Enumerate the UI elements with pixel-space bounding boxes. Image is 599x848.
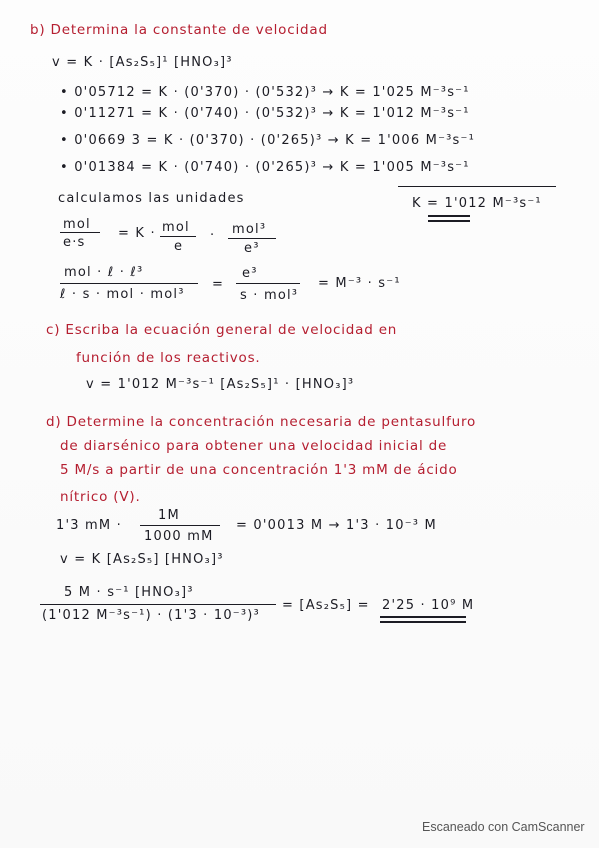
units-eq2-f1-den: ℓ · s · mol · mol³ — [60, 287, 185, 302]
units-eq2-f1-bar — [60, 283, 198, 284]
section-d-heading-line1: d) Determine la concentración necesaria de pentasulfuro — [46, 414, 477, 430]
section-b-heading: b) Determina la constante de velocidad — [30, 22, 328, 38]
units-eq1-f2-den: e — [174, 239, 184, 254]
calc-row-1: • 0'05712 = K · (0'370) · (0'532)³ → K = 1'025 M⁻³s⁻¹ — [60, 85, 470, 100]
calc-row-4: • 0'01384 = K · (0'740) · (0'265)³ → K = 1'005 M⁻³s⁻¹ — [60, 160, 470, 175]
units-eq1-lhs-den: e·s — [63, 235, 86, 250]
conversion-result: = 0'0013 M → 1'3 · 10⁻³ M — [236, 518, 437, 533]
section-c-equation: v = 1'012 M⁻³s⁻¹ [As₂S₅]¹ · [HNO₃]³ — [86, 377, 355, 392]
camscanner-watermark: Escaneado con CamScanner — [422, 820, 585, 834]
section-d-heading-line2: de diarsénico para obtener una velocidad inicial de — [60, 438, 448, 454]
units-eq2-f2-num: e³ — [242, 266, 258, 281]
final-num: 5 M · s⁻¹ [HNO₃]³ — [64, 585, 194, 600]
final-bar — [40, 604, 276, 605]
units-eq1-mid: = K · — [118, 226, 156, 241]
conversion-bar — [140, 525, 220, 526]
mean-k-underline-2 — [428, 220, 470, 222]
units-eq1-f2-bar — [160, 236, 196, 237]
units-eq1-f3-den: e³ — [244, 241, 260, 256]
section-c-heading-line1: c) Escriba la ecuación general de velocidad en — [46, 322, 398, 338]
units-eq2-result: = M⁻³ · s⁻¹ — [318, 276, 401, 291]
final-den: (1'012 M⁻³s⁻¹) · (1'3 · 10⁻³)³ — [42, 608, 260, 623]
units-eq2-eq: = — [212, 277, 225, 292]
units-eq2-f2-bar — [236, 283, 300, 284]
units-eq2-f1-num: mol · ℓ · ℓ³ — [64, 265, 144, 280]
section-c-heading-line2: función de los reactivos. — [76, 350, 261, 366]
calc-row-2: • 0'11271 = K · (0'740) · (0'532)³ → K = 1'012 M⁻³s⁻¹ — [60, 106, 470, 121]
units-eq1-dot: · — [210, 228, 216, 243]
conversion-num: 1M — [158, 508, 180, 523]
final-answer: 2'25 · 10⁹ M — [382, 598, 475, 613]
section-d-heading-line3: 5 M/s a partir de una concentración 1'3 mM de ácido — [60, 462, 458, 478]
units-eq1-f2-num: mol — [162, 220, 190, 235]
mean-k-line — [398, 186, 556, 187]
units-eq1-f3-bar — [228, 238, 276, 239]
final-eq: = [As₂S₅] = — [282, 598, 370, 613]
section-d-heading-line4: nítrico (V). — [60, 489, 141, 505]
section-d-rate-law: v = K [As₂S₅] [HNO₃]³ — [60, 552, 224, 567]
units-eq1-lhs-num: mol — [63, 217, 91, 232]
final-answer-underline-1 — [380, 616, 466, 618]
mean-k-underline-1 — [428, 215, 470, 217]
rate-law: v = K · [As₂S₅]¹ [HNO₃]³ — [52, 55, 233, 70]
conversion-den: 1000 mM — [144, 529, 214, 544]
units-eq2-f2-den: s · mol³ — [240, 288, 299, 303]
conversion-lead: 1'3 mM · — [56, 518, 122, 533]
calc-row-3: • 0'0669 3 = K · (0'370) · (0'265)³ → K = 1'006 M⁻³s⁻¹ — [60, 133, 475, 148]
units-eq1-lhs-bar — [60, 232, 100, 233]
units-title: calculamos las unidades — [58, 191, 245, 206]
mean-k: K = 1'012 M⁻³s⁻¹ — [412, 196, 542, 211]
final-answer-underline-2 — [380, 621, 466, 623]
units-eq1-f3-num: mol³ — [232, 222, 267, 237]
